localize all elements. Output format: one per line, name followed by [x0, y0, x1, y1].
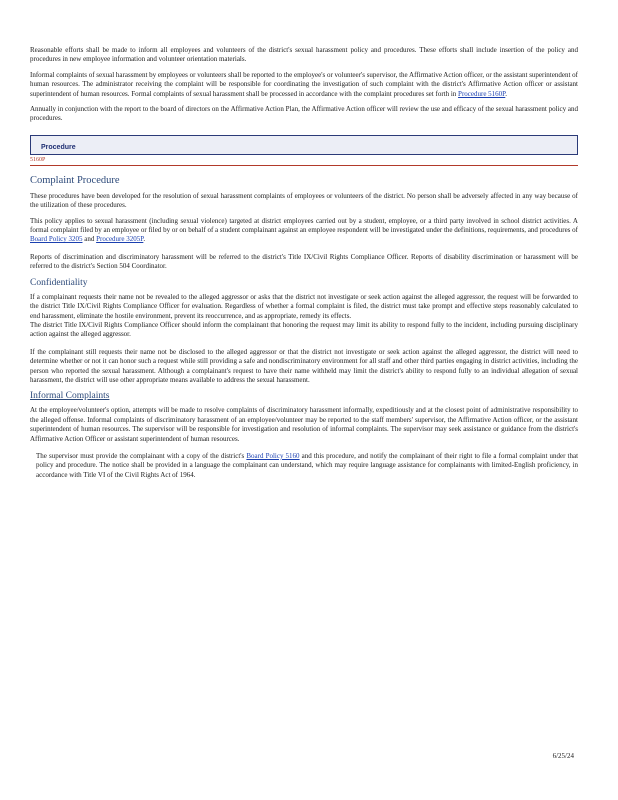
informal-paragraph-2: [30, 452, 578, 480]
complaint-paragraph-2-text: This policy applies to sexual harassment (including sexual violence) targeted at district employees carried out by a student, employee, or a third party involved in school district activities. A formal complaint filed by an employee or filed by or on behalf of a student complainant against an employee respondent will be investigated under the definitions, requirements, and procedures of: [30, 216, 578, 235]
procedure-5160p-link[interactable]: Procedure 5160P: [458, 89, 506, 98]
complaint-paragraph-2: This policy applies to sexual harassment (including sexual violence) targeted at district employees carried out by a student, employee, or a third party involved in school district activities. A formal complaint filed by an employee or filed by or on behalf of a student complainant against an employee respondent will be investigated under the definitions, requirements, and procedures of Board Policy 3205 and Procedure 3205P.: [30, 216, 578, 244]
informal-complaints-heading: Informal Complaints: [30, 391, 110, 402]
confidentiality-paragraph-3: If the complainant still requests their name not be disclosed to the alleged aggressor or that the district not investigate or seek action against the alleged aggressor, the district will need to determine whether or not it can honor such a request while still providing a safe and nondiscriminatory environment for all staff and other third parties engaging in district activities, including the person who reported the sexual harassment. Although a complainant's request to have their name withheld may limit the district's ability to respond fully to an individual allegation of sexual harassment, the district will use other appropriate means available to address the sexual harassment.: [30, 347, 578, 384]
informal-paragraph-2-text-a: The supervisor must provide the complainant with a copy of the district's: [36, 451, 245, 460]
confidentiality-heading: Confidentiality: [30, 277, 88, 288]
complaint-paragraph-3: Reports of discrimination and discriminatory harassment will be referred to the district's Title IX/Civil Rights Compliance Officer. Reports of disability discrimination or harassment will be referred to the district's Section 504 Coordinator.: [30, 252, 578, 271]
informal-paragraph-1: At the employee/volunteer's option, attempts will be made to resolve complaints of discriminatory harassment informally, expeditiously and at the closest point of administrative responsibility to the alleged offense. Informal complaints of discriminatory harassment of an employee/volunteer may be reported to the staff members' supervisor, the Affirmative Action officer, or the assistant superintendent of human resources. The supervisor will be responsible for investigation and resolution of informal complaints. The supervisor may seek assistance or guidance from the district's Affirmative Action Officer or assistant superintendent of human resources.: [30, 406, 578, 443]
intro-paragraph-2-text: Informal complaints of sexual harassment by employees or volunteers shall be reported to the employee's or volunteer's supervisor, the Affirmative Action officer, or the assistant superintendent of human resources. The administrator receiving the complaint will be responsible for coordinating the investigation of such complaint with the district's Affirmative Action officer or assistant superintendent of human resources. Formal complaints of sexual harassment shall be processed in accordance with the complaint procedures set forth in: [30, 70, 578, 98]
board-policy-3205-link[interactable]: Board Policy 3205: [30, 235, 83, 244]
intro-paragraph-3: Annually in conjunction with the report to the board of directors on the Affirmative Action Plan, the Affirmative Action officer will review the use and efficacy of the sexual harassment policy and procedures.: [30, 105, 578, 123]
procedure-3205p-link[interactable]: Procedure 3205P: [96, 235, 144, 244]
intro-paragraph-2: Informal complaints of sexual harassment by employees or volunteers shall be reported to the employee's or volunteer's supervisor, the Affirmative Action officer, or the assistant superintendent of human resources. The administrator receiving the complaint will be responsible for coordinating the investigation of such complaint with the district's Affirmative Action officer or assistant superintendent of human resources. Formal complaints of sexual harassment shall be processed in accordance with the complaint procedures set forth in Procedure 5160P.: [30, 70, 578, 98]
complaint-procedure-heading: Complaint Procedure: [30, 174, 120, 186]
document-page: [30, 46, 578, 480]
confidentiality-paragraph-2: The district Title IX/Civil Rights Compliance Officer should inform the complainant that honoring the request may limit its ability to respond fully to the incident, including pursuing disciplinary action against the alleged aggressor.: [30, 320, 578, 339]
procedure-label: Procedure: [41, 143, 76, 151]
intro-paragraph-1: Reasonable efforts shall be made to inform all employees and volunteers of the district's sexual harassment policy and procedures. These efforts shall include insertion of the policy and procedures in new employee information and volunteer orientation materials.: [30, 46, 578, 64]
board-policy-5160-link[interactable]: Board Policy 5160: [246, 451, 300, 460]
procedure-header-box: [30, 135, 578, 155]
confidentiality-paragraph-1: If a complainant requests their name not be revealed to the alleged aggressor or asks that the district not investigate or seek action against the alleged aggressor, the request will be forwarded to the district Title IX/Civil Rights Compliance Officer for evaluation. Regardless of whether a formal complaint is filed, the district must take prompt and effective steps reasonably calculated to end harassment, eliminate the hostile environment, prevent its reoccurrence, and as appropriate, remedy its effects.: [30, 292, 578, 320]
complaint-paragraph-1: These procedures have been developed for the resolution of sexual harassment complaints of employees or volunteers of the district. No person shall be adversely affected in any way because of the utilization of these procedures.: [30, 191, 578, 210]
procedure-divider: [30, 165, 578, 166]
complaint-and-text: and: [84, 235, 95, 244]
footer-date: 6/25/24: [552, 752, 574, 760]
procedure-code: 5160P: [30, 156, 46, 163]
informal-paragraph-2-text-b: and this procedure, and notify the complainant of their right to file a formal complaint under that policy and procedure. The notice shall be provided in a language the complainant can understand, which may require language assistance for complainants with limited-English proficiency, in accordance with Title VI of the Civil Rights Act of 1964.: [36, 451, 579, 479]
